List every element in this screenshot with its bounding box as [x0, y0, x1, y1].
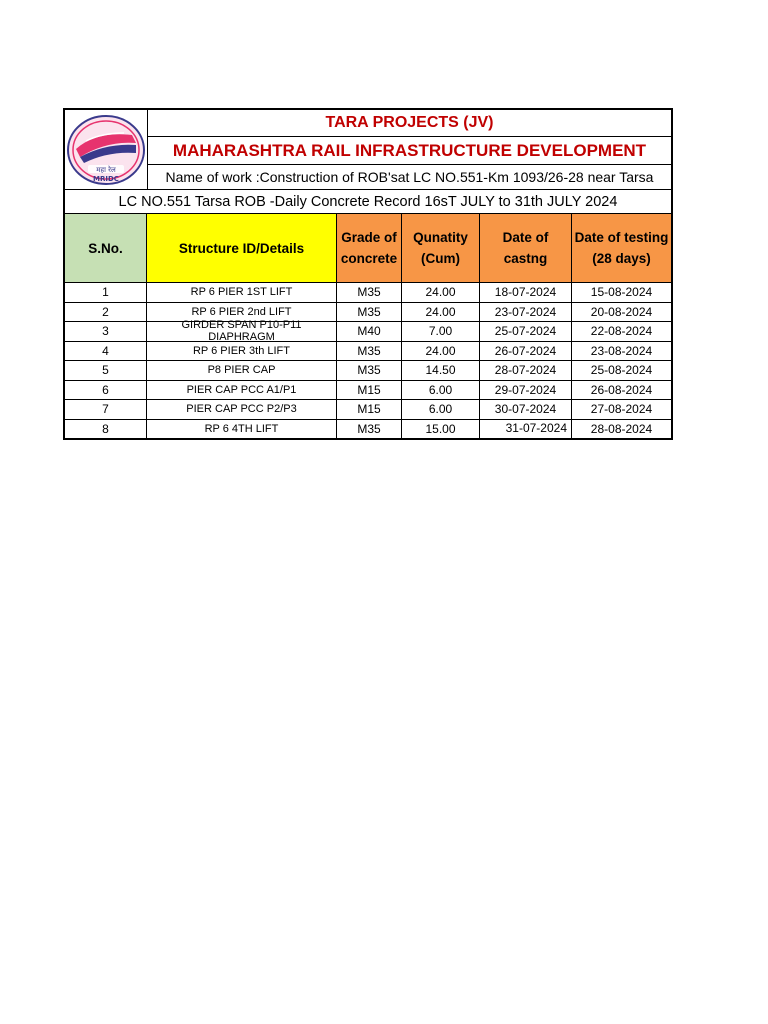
- cell-grade: M35: [337, 342, 402, 361]
- cell-sno: 8: [65, 420, 147, 439]
- cell-casting-date: 31-07-2024: [480, 420, 572, 439]
- table-header: [65, 214, 671, 282]
- cell-testing-date: 26-08-2024: [590, 382, 653, 397]
- cell-sno: 3: [65, 322, 147, 341]
- table-body: [65, 282, 671, 438]
- table-row: [65, 302, 671, 322]
- cell-quantity: 14.50: [402, 361, 480, 380]
- company-title: TARA PROJECTS (JV): [148, 110, 671, 137]
- concrete-record-sheet: [63, 108, 673, 440]
- table-row: [65, 360, 671, 380]
- cell-sno: 7: [65, 400, 147, 419]
- table-row: [65, 399, 671, 419]
- cell-structure: P8 PIER CAP: [147, 361, 337, 380]
- table-row: [65, 380, 671, 400]
- cell-testing-date: 15-08-2024: [590, 285, 653, 300]
- cell-grade: M15: [337, 400, 402, 419]
- header-structure: Structure ID/Details: [147, 214, 337, 282]
- table-row: [65, 341, 671, 361]
- header-testing-date: Date of testing (28 days): [572, 214, 671, 282]
- cell-quantity: 15.00: [402, 420, 480, 439]
- cell-structure: GIRDER SPAN P10-P11 DIAPHRAGM: [147, 322, 337, 341]
- cell-sno: 2: [65, 303, 147, 322]
- cell-grade: M40: [337, 322, 402, 341]
- cell-testing-date: 25-08-2024: [590, 363, 653, 378]
- cell-testing-date: 20-08-2024: [590, 304, 653, 319]
- cell-sno: 6: [65, 381, 147, 400]
- cell-quantity: 7.00: [402, 322, 480, 341]
- cell-casting-date: 23-07-2024: [480, 303, 572, 322]
- cell-casting-date: 28-07-2024: [480, 361, 572, 380]
- cell-quantity: 24.00: [402, 342, 480, 361]
- cell-quantity: 24.00: [402, 303, 480, 322]
- cell-grade: M35: [337, 361, 402, 380]
- cell-testing-date: 23-08-2024: [590, 343, 653, 358]
- header-casting-date: Date of castng: [480, 214, 572, 282]
- logo-text-mridc: MRIDC: [93, 174, 119, 183]
- cell-testing-date: 28-08-2024: [590, 421, 653, 436]
- header-block: [65, 110, 671, 190]
- cell-structure: PIER CAP PCC P2/P3: [147, 400, 337, 419]
- cell-testing-date: 27-08-2024: [590, 402, 653, 417]
- logo-text-hindi: महा रेल: [96, 165, 116, 174]
- cell-casting-date: 26-07-2024: [480, 342, 572, 361]
- cell-quantity: 6.00: [402, 400, 480, 419]
- cell-structure: PIER CAP PCC A1/P1: [147, 381, 337, 400]
- cell-grade: M15: [337, 381, 402, 400]
- cell-casting-date: 30-07-2024: [480, 400, 572, 419]
- mridc-logo-icon: [66, 113, 146, 187]
- mridc-logo: [65, 110, 148, 189]
- cell-grade: M35: [337, 420, 402, 439]
- work-name: Name of work :Construction of ROB'sat LC NO.551-Km 1093/26-28 near Tarsa: [165, 169, 654, 185]
- table-row: [65, 282, 671, 302]
- cell-quantity: 24.00: [402, 283, 480, 302]
- cell-casting-date: 18-07-2024: [480, 283, 572, 302]
- cell-sno: 5: [65, 361, 147, 380]
- header-grade: Grade of concrete: [337, 214, 402, 282]
- cell-structure: RP 6 4TH LIFT: [147, 420, 337, 439]
- header-quantity: Qunatity (Cum): [402, 214, 480, 282]
- cell-casting-date: 25-07-2024: [480, 322, 572, 341]
- title-stack: [148, 110, 671, 189]
- cell-structure: RP 6 PIER 1ST LIFT: [147, 283, 337, 302]
- record-title: LC NO.551 Tarsa ROB -Daily Concrete Record 16sT JULY to 31th JULY 2024: [65, 190, 671, 214]
- cell-structure: RP 6 PIER 2nd LIFT: [147, 303, 337, 322]
- cell-structure: RP 6 PIER 3th LIFT: [147, 342, 337, 361]
- cell-casting-date: 29-07-2024: [480, 381, 572, 400]
- cell-quantity: 6.00: [402, 381, 480, 400]
- organization-title: MAHARASHTRA RAIL INFRASTRUCTURE DEVELOPMENT: [148, 137, 671, 165]
- cell-sno: 4: [65, 342, 147, 361]
- cell-grade: M35: [337, 283, 402, 302]
- table-row: [65, 419, 671, 439]
- table-row: [65, 319, 671, 344]
- header-sno: S.No.: [65, 214, 147, 282]
- cell-sno: 1: [65, 283, 147, 302]
- cell-testing-date: 22-08-2024: [590, 324, 653, 339]
- cell-grade: M35: [337, 303, 402, 322]
